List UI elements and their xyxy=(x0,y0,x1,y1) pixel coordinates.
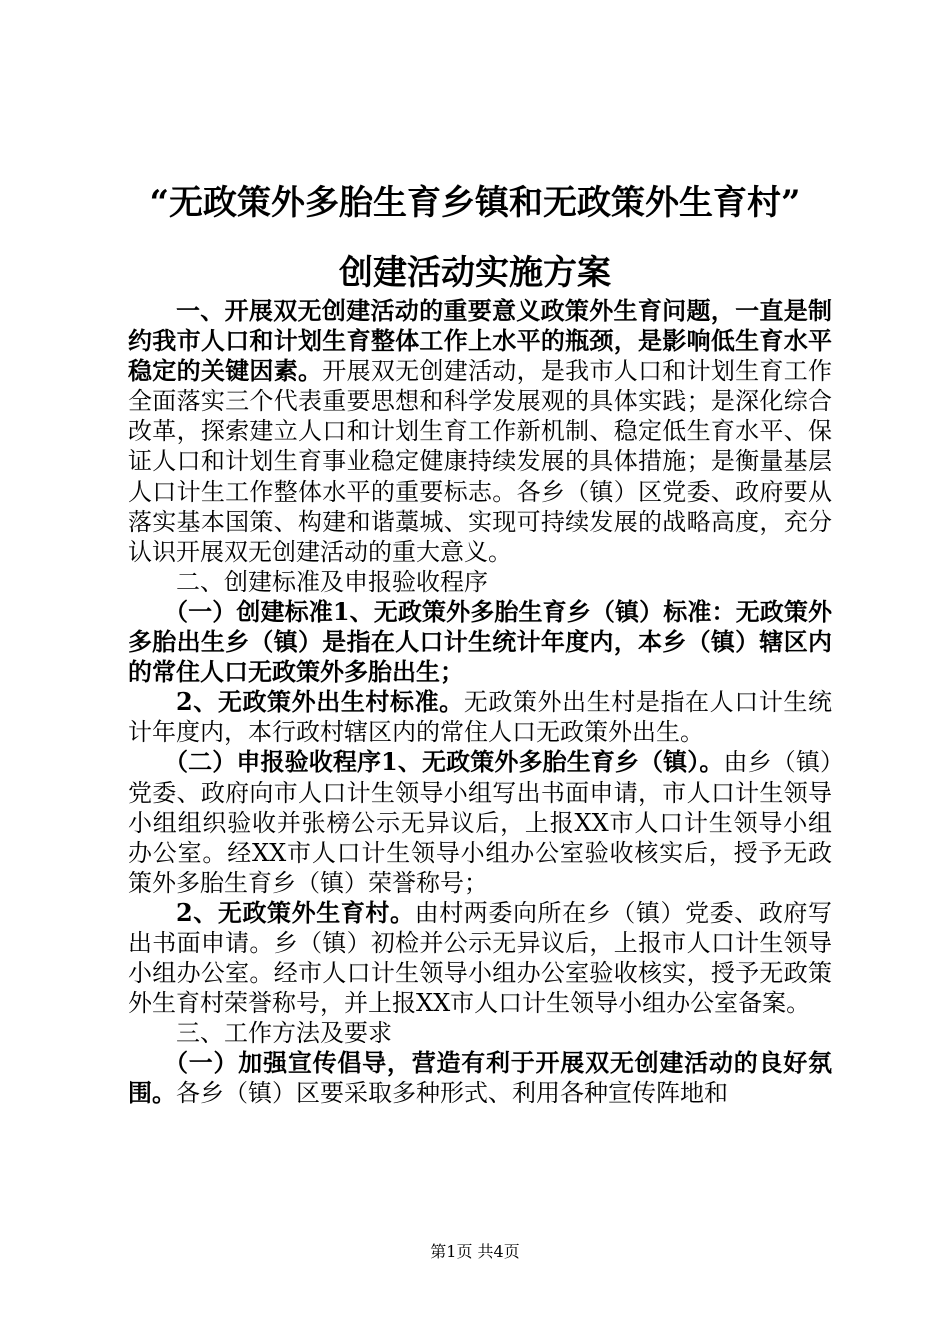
heading-methods xyxy=(128,1018,832,1048)
document-title xyxy=(0,183,950,296)
paragraph-lead: 2、无政策外生育村。 xyxy=(176,897,415,927)
title-line-1: “无政策外多胎生育乡镇和无政策外生育村” xyxy=(149,183,801,223)
paragraph-standard-2 xyxy=(128,687,832,747)
paragraph-text: 各乡（镇）区要采取多种形式、利用各种宣传阵地和 xyxy=(176,1079,728,1108)
page-number-footer: 第1页 共4页 xyxy=(430,1242,520,1261)
paragraph-text: 开展双无创建活动，是我市人口和计划生育工作全面落实三个代表重要思想和科学发展观的具体实践；是深化综合改革，探索建立人口和计划生育工作新机制、稳定低生育水平、保证人口和计划生育事业稳定健康持续发展的具体措施；是衡量基层人口计生工作整体水平的重要标志。各乡（镇）区党委、政府要从落实基本国策、构建和谐藁城、实现可持续发展的战略高度，充分认识开展双无创建活动的重大意义。 xyxy=(128,357,833,566)
paragraph-text: 无政策外出生村是指在人口计生统计年度内，本行政村辖区内的常住人口无政策外出生。 xyxy=(128,688,833,747)
paragraph-lead: （二）申报验收程序1、无政策外多胎生育乡（镇）。 xyxy=(164,747,724,777)
paragraph-method-1 xyxy=(128,1048,832,1108)
section-heading: 二、创建标准及申报验收程序 xyxy=(176,567,488,596)
paragraph-lead: 一、开展双无创建活动的重要意义政策外生育问题，一直是制约我市人口和计划生育整体工作上水平的瓶颈，是影响低生育水平稳定的关键因素。 xyxy=(128,296,832,386)
paragraph-procedure-2 xyxy=(128,898,832,1018)
paragraph-text: 由乡（镇）党委、政府向市人口计生领导小组写出书面申请，市人口计生领导小组组织验收并张榜公示无异议后，上报XX市人口计生领导小组办公室。经XX市人口计生领导小组办公室验收核实后，授予无政策外多胎生育乡（镇）荣誉称号； xyxy=(128,748,833,897)
paragraph-lead: （一）加强宣传倡导，营造有利于开展双无创建活动的良好氛围。 xyxy=(128,1048,832,1108)
document-body xyxy=(128,296,832,1109)
paragraph-lead: （一）创建标准1、无政策外多胎生育乡（镇）标准：无政策外多胎出生乡（镇）是指在人口计生统计年度内，本乡（镇）辖区内的常住人口无政策外多胎出生； xyxy=(128,596,832,687)
paragraph-significance xyxy=(128,296,832,567)
section-heading: 三、工作方法及要求 xyxy=(176,1019,392,1048)
title-line-2: 创建活动实施方案 xyxy=(339,253,611,293)
paragraph-text: 由村两委向所在乡（镇）党委、政府写出书面申请。乡（镇）初检并公示无异议后，上报市人口计生领导小组办公室。经市人口计生领导小组办公室验收核实，授予无政策外生育村荣誉称号，并上报XX市人口计生领导小组办公室备案。 xyxy=(128,898,833,1018)
paragraph-lead: 2、无政策外出生村标准。 xyxy=(176,687,464,717)
heading-standards xyxy=(128,567,832,597)
paragraph-procedure-1 xyxy=(128,747,832,897)
paragraph-standard-1 xyxy=(128,597,832,687)
